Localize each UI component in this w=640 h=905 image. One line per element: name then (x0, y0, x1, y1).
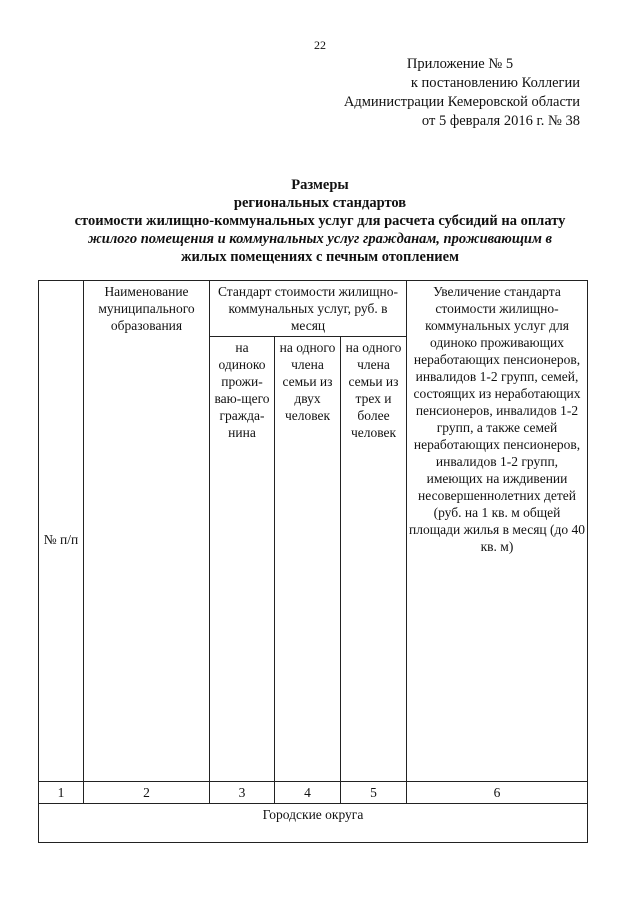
title-line-4: жилого помещения и коммунальных услуг гражданам, проживающим в (87, 231, 553, 247)
column-number: 1 (39, 782, 84, 804)
subheader-three-plus: на одного члена семьи из трех и более человек (341, 337, 407, 782)
header-standard: Стандарт стоимости жилищно-коммунальных услуг, руб. в месяц (210, 281, 407, 337)
column-number: 5 (341, 782, 407, 804)
appendix-line-2: к постановлению Коллегии (410, 75, 580, 91)
header-increase: Увеличение стандарта стоимости жилищно-коммунальных услуг для одиноко проживающих неработающих пенсионеров, инвалидов 1-2 групп, семей, состоящих из неработающих пенсионеров, инвалидов 1-2 групп, а также семей неработающих пенсионеров, инвалидов 1-2 групп, имеющих на иждивении несовершеннолетних детей (руб. на 1 кв. м общей площади жилья в месяц (до 40 кв. м) (407, 281, 588, 782)
standards-table (38, 280, 588, 843)
appendix-line-1: Приложение № 5 (406, 56, 514, 72)
appendix-line-3: Администрации Кемеровской области (343, 94, 580, 110)
section-title: Городские округа (39, 804, 588, 843)
page-number: 22 (314, 38, 326, 52)
table-header-row (39, 281, 588, 337)
title-line-3: стоимости жилищно-коммунальных услуг для расчета субсидий на оплату (74, 213, 566, 229)
column-number-row (39, 782, 588, 804)
subheader-two-person: на одного члена семьи из двух человек (275, 337, 341, 782)
section-row (39, 804, 588, 843)
header-municipality: Наименование муниципального образования (84, 281, 210, 782)
column-number: 2 (84, 782, 210, 804)
appendix-block (320, 55, 580, 131)
document-title (40, 176, 600, 266)
column-number: 3 (210, 782, 275, 804)
title-line-5: жилых помещениях с печным отоплением (181, 249, 459, 265)
column-number: 6 (407, 782, 588, 804)
title-line-1: Размеры (291, 177, 349, 193)
subheader-single: на одиноко прожи-ваю-щего гражда-нина (210, 337, 275, 782)
appendix-line-4: от 5 февраля 2016 г. № 38 (421, 113, 580, 129)
title-line-2: региональных стандартов (233, 195, 407, 211)
header-number: № п/п (39, 281, 84, 782)
column-number: 4 (275, 782, 341, 804)
